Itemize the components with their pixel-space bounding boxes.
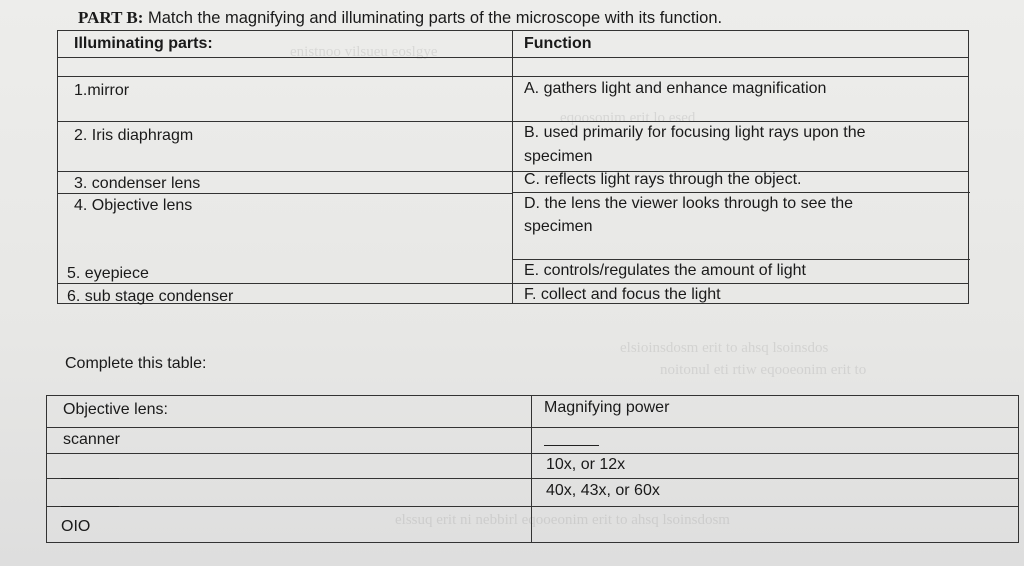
column-divider	[531, 396, 532, 542]
function-item: D. the lens the viewer looks through to see the	[524, 195, 854, 212]
page-title	[78, 8, 722, 28]
row-divider	[47, 478, 1018, 479]
complete-table-label: Complete this table:	[65, 355, 207, 372]
answer-blank[interactable]	[61, 506, 119, 507]
row-divider	[58, 193, 512, 194]
title-text: Match the magnifying and illuminating parts of the microscope with its function.	[147, 9, 723, 27]
function-item: specimen	[524, 218, 593, 235]
part-item: 5. eyepiece	[67, 265, 149, 282]
header-objective-lens: Objective lens:	[63, 401, 168, 418]
row-divider	[58, 121, 968, 122]
header-illuminating-parts: Illuminating parts:	[74, 35, 213, 52]
row-divider	[58, 76, 968, 77]
magnification-table	[46, 395, 1019, 543]
row-divider	[58, 171, 968, 172]
row-divider	[512, 259, 970, 260]
power-cell: 10x, or 12x	[546, 456, 626, 473]
row-divider	[47, 427, 1018, 428]
bleed-through-text: enistnoo vilsueu eoslgye	[290, 44, 438, 60]
row-divider	[47, 506, 1018, 507]
row-divider	[58, 283, 968, 284]
function-item: C. reflects light rays through the object.	[524, 171, 802, 188]
row-divider	[512, 192, 970, 193]
part-item: 2. Iris diaphragm	[74, 127, 194, 144]
lens-cell: scanner	[63, 431, 120, 448]
function-item: specimen	[524, 148, 593, 165]
header-magnifying-power: Magnifying power	[544, 399, 670, 416]
function-item: E. controls/regulates the amount of light	[524, 262, 806, 279]
row-divider	[47, 453, 1018, 454]
part-item: 4. Objective lens	[74, 197, 193, 214]
bleed-through-text: elssuq erit ni nebbirl eqooeonim erit to ahsq lsoinsdosm	[395, 512, 730, 528]
matching-table	[57, 30, 969, 304]
bleed-through-text: elsioinsdosm erit to ahsq lsoinsdos	[620, 340, 829, 356]
part-item: 6. sub stage condenser	[67, 288, 234, 305]
bleed-through-text: noitonul eti rtiw eqooeonim erit to	[660, 362, 867, 378]
part-item: 3. condenser lens	[74, 175, 201, 192]
column-divider	[512, 31, 513, 303]
answer-blank[interactable]	[61, 478, 119, 479]
function-item: A. gathers light and enhance magnification	[524, 80, 827, 97]
header-function: Function	[524, 35, 592, 52]
part-item: 1.mirror	[74, 82, 130, 99]
answer-blank[interactable]	[544, 445, 599, 446]
function-item: B. used primarily for focusing light rays upon the	[524, 124, 866, 141]
lens-cell: OIO	[61, 518, 91, 535]
part-label: PART B:	[78, 8, 144, 27]
function-item: F. collect and focus the light	[524, 286, 721, 303]
power-cell: 40x, 43x, or 60x	[546, 482, 660, 499]
row-divider	[58, 57, 968, 58]
bleed-through-text: eqoosonim erit lo esed	[560, 110, 696, 126]
